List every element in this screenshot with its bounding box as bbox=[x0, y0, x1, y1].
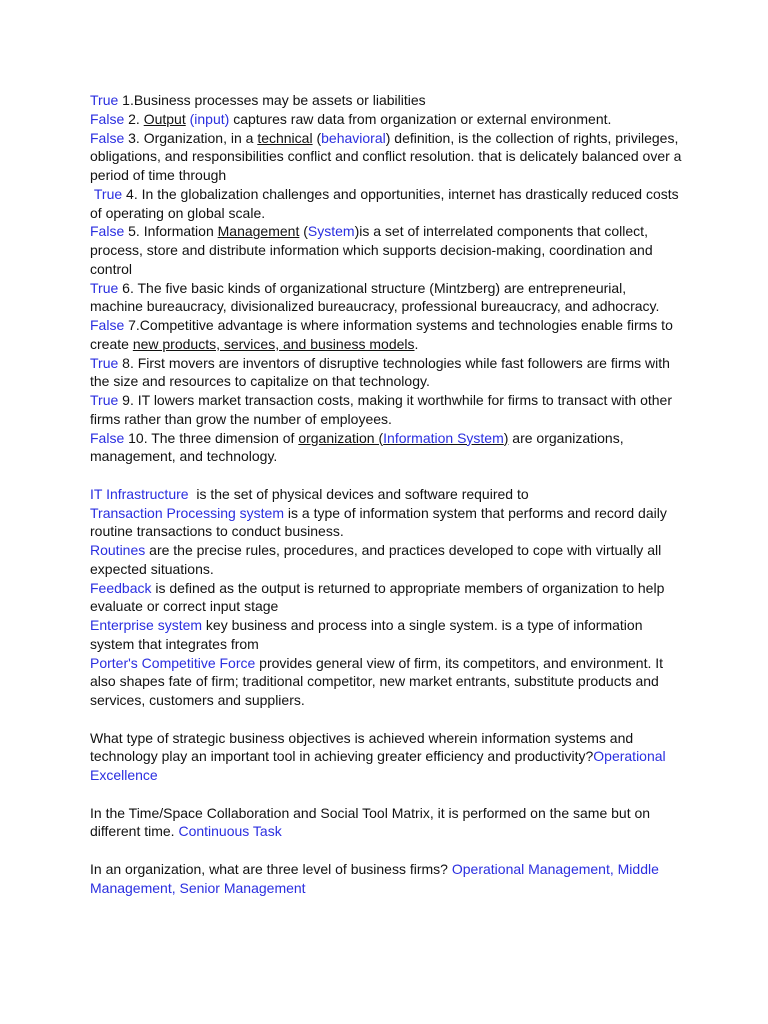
definition-item bbox=[90, 654, 682, 710]
section-gap bbox=[90, 710, 682, 729]
tf-text: 6. The five basic kinds of organizational structure (Mintzberg) are entrepreneurial, machine bureaucracy, divisionalized bureaucracy, professional bureaucracy, and adhocracy. bbox=[90, 279, 660, 315]
tf-correct-term: System bbox=[307, 223, 355, 240]
tf-text: 1.Business processes may be assets or liabilities bbox=[118, 92, 426, 108]
tf-underlined-phrase: organization (Information System) bbox=[298, 429, 509, 446]
tf-item-10 bbox=[90, 429, 682, 467]
tf-item-8 bbox=[90, 354, 682, 392]
question-answer: Operational Excellence bbox=[90, 748, 666, 783]
tf-item-2 bbox=[90, 110, 682, 129]
definition-text: is defined as the output is returned to appropriate members of organization to help evaluate or correct input stage bbox=[90, 579, 665, 615]
section-gap bbox=[90, 466, 682, 485]
tf-item-7 bbox=[90, 316, 682, 354]
tf-text: 9. IT lowers market transaction costs, making it worthwhile for firms to transact with other firms rather than grow the number of employees. bbox=[90, 392, 672, 427]
definition-item bbox=[90, 541, 682, 579]
tf-answer: True bbox=[90, 354, 119, 371]
tf-text: are organizations, management, and technology. bbox=[90, 429, 624, 465]
definition-text: provides general view of firm, its competitors, and environment. It also shapes fate of firm; traditional competitor, new market entrants, substitute products and services, customers and suppliers. bbox=[90, 654, 664, 708]
tf-answer: False bbox=[90, 223, 125, 240]
tf-wrong-term: technical bbox=[257, 129, 313, 146]
tf-text: 10. The three dimension of bbox=[124, 429, 299, 446]
question-item bbox=[90, 804, 682, 842]
question-item bbox=[90, 860, 682, 898]
definition-term: Porter's Competitive Force bbox=[90, 654, 256, 671]
tf-wrong-term: Output bbox=[143, 110, 186, 127]
tf-text: 4. In the globalization challenges and opportunities, internet has drastically reduced costs of operating on global scale. bbox=[90, 185, 679, 221]
tf-text: 3. Organization, in a bbox=[124, 129, 258, 146]
definition-text: is a type of information system that performs and record daily routine transactions to conduct business. bbox=[90, 504, 667, 540]
definition-text: is the set of physical devices and software required to bbox=[188, 485, 529, 502]
tf-correct-term: behavioral bbox=[321, 129, 386, 146]
tf-text: 8. First movers are inventors of disruptive technologies while fast followers are firms with the size and resources to capitalize on that technology. bbox=[90, 354, 670, 390]
definition-item bbox=[90, 579, 682, 617]
definition-term: Transaction Processing system bbox=[90, 504, 284, 521]
tf-text: . bbox=[414, 335, 419, 352]
question-answer: Operational Management, Middle Management, Senior Management bbox=[90, 860, 659, 896]
question-text: In the Time/Space Collaboration and Social Tool Matrix, it is performed on the same but on different time. bbox=[90, 804, 651, 840]
definition-term: IT Infrastructure bbox=[90, 485, 189, 502]
definition-item bbox=[90, 616, 682, 654]
tf-correct-term: (input) bbox=[189, 110, 230, 127]
definition-term: Enterprise system bbox=[90, 617, 203, 633]
question-answer: Continuous Task bbox=[178, 823, 282, 840]
question-item bbox=[90, 729, 682, 785]
tf-text: ) definition, is the collection of rights, privileges, obligations, and responsibilities conflict and conflict resolution. that is delicately balanced over a period of time through bbox=[90, 129, 682, 183]
tf-answer: False bbox=[90, 429, 125, 446]
tf-item-6 bbox=[90, 279, 682, 317]
tf-text: 5. Information bbox=[124, 223, 218, 240]
tf-answer: False bbox=[90, 317, 125, 333]
question-text: In an organization, what are three level of business firms? bbox=[90, 860, 452, 877]
definition-item bbox=[90, 485, 682, 504]
question-text: What type of strategic business objectives is achieved wherein information systems and technology play an important tool in achieving greater efficiency and productivity? bbox=[90, 729, 634, 765]
tf-text: captures raw data from organization or external environment. bbox=[229, 110, 612, 127]
tf-answer: True bbox=[90, 392, 119, 408]
tf-text: 2. bbox=[124, 110, 144, 127]
section-gap bbox=[90, 841, 682, 860]
definition-term: Feedback bbox=[90, 579, 152, 596]
tf-item-5: False 5. Information Management (System)is a set of interrelated components that collect, process, store and distribute information which supports decision-making, coordination and control bbox=[90, 223, 653, 277]
definition-term: Routines bbox=[90, 542, 146, 558]
tf-wrong-term: Management bbox=[217, 223, 300, 240]
tf-underlined-phrase: new products, services, and business models bbox=[132, 335, 415, 352]
tf-item-3: False 3. Organization, in a technical (behavioral) definition, is the collection of rights, privileges, obligations, and responsibilities conflict and conflict resolution. that is delicately balanced over a period of time through bbox=[90, 129, 682, 183]
tf-text: 7.Competitive advantage is where information systems and technologies enable firms to create bbox=[90, 317, 673, 352]
document-content bbox=[90, 91, 682, 897]
tf-item-1 bbox=[90, 91, 682, 110]
tf-correct-term: Information System bbox=[383, 429, 504, 446]
tf-answer: True bbox=[90, 92, 119, 108]
tf-answer: False bbox=[90, 129, 125, 146]
tf-text: )is a set of interrelated components that collect, process, store and distribute information which supports decision-making, coordination and control bbox=[90, 223, 653, 277]
tf-answer: False bbox=[90, 110, 125, 127]
tf-item-4 bbox=[90, 185, 682, 223]
tf-answer: True bbox=[93, 185, 123, 202]
tf-answer: True bbox=[90, 279, 119, 296]
section-gap bbox=[90, 785, 682, 804]
definition-text: are the precise rules, procedures, and practices developed to cope with virtually all expected situations. bbox=[90, 542, 662, 577]
definition-text: key business and process into a single system. is a type of information system that integrates from bbox=[90, 617, 643, 652]
definition-item bbox=[90, 504, 682, 542]
tf-item-9 bbox=[90, 391, 682, 429]
